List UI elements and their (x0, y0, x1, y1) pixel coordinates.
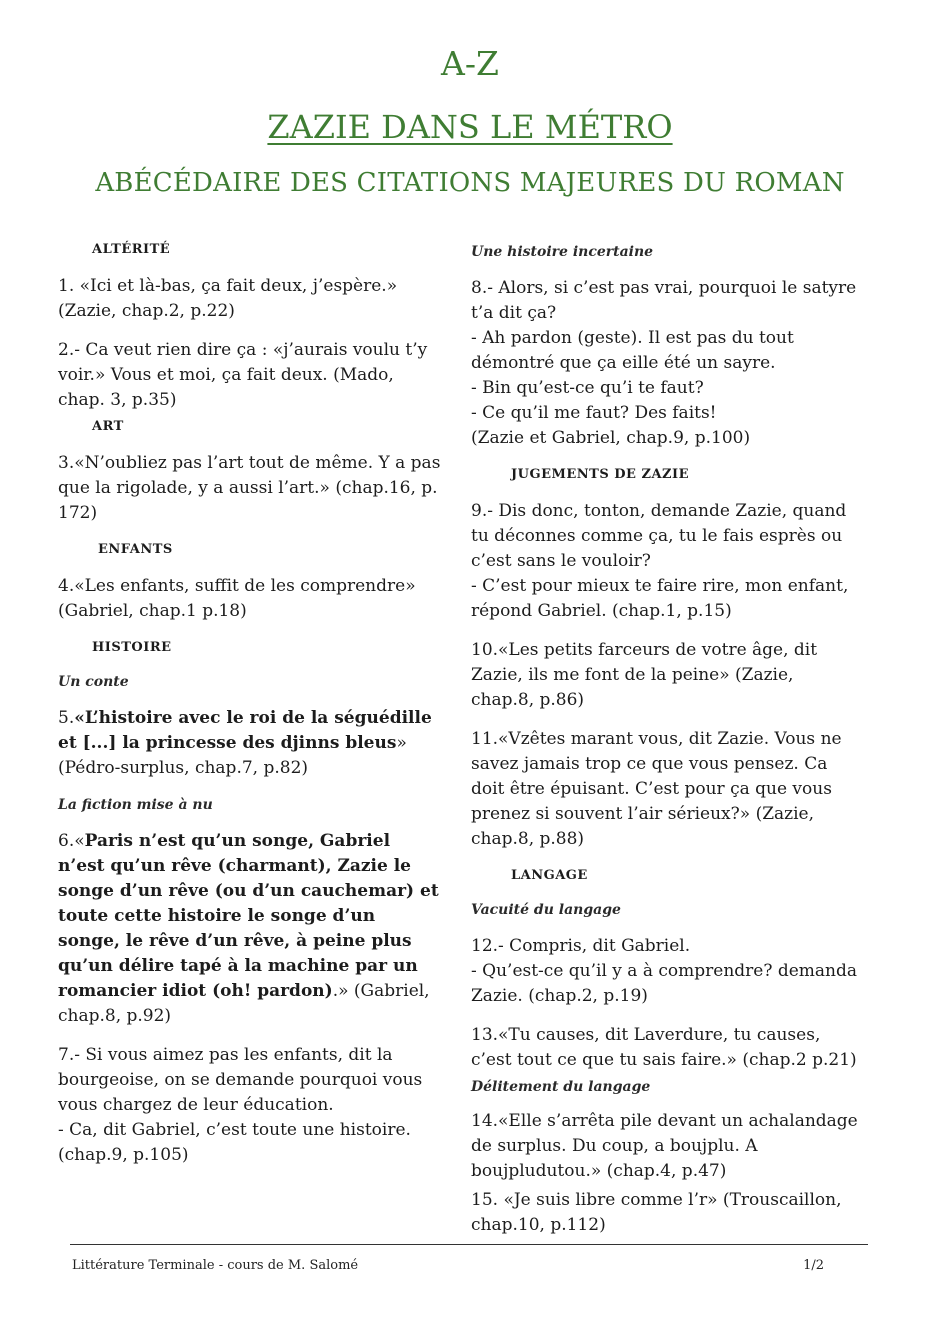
quote-5-bold: «L’histoire avec le roi de la séguédille et [...] la princesse des djinns bleus (58, 708, 432, 753)
quote-12-line-1: 12.- Compris, dit Gabriel. (471, 936, 691, 956)
quote-8-line-4: - Ce qu’il me faut? Des faits! (471, 403, 717, 423)
subheading-delitement: Délitement du langage (471, 1079, 651, 1095)
quote-6-number: 6.« (58, 831, 85, 851)
heading-langage: LANGAGE (511, 868, 588, 883)
subheading-fiction: La fiction mise à nu (58, 797, 213, 813)
document-title-az: A-Z (441, 44, 499, 83)
quote-1: 1. «Ici et là-bas, ça fait deux, j’espère.» (Zazie, chap.2, p.22) (58, 276, 398, 321)
quote-10: 10.«Les petits farceurs de votre âge, dit Zazie, ils me font de la peine» (Zazie, chap.8, p.86) (471, 640, 818, 710)
quote-7-line-2: - Ca, dit Gabriel, c’est toute une histoire. (chap.9, p.105) (58, 1120, 411, 1165)
heading-alterite: ALTÉRITÉ (92, 242, 171, 257)
novel-title-text: ZAZIE DANS LE MÉTRO (267, 108, 673, 146)
document-title-novel (0, 108, 940, 146)
quote-6-bold: Paris n’est qu’un songe, Gabriel n’est qu’un rêve (charmant), Zazie le songe d’un rêve (ou d’un cauchemar) et toute cette histoire le songe d’un songe, le rêve d’un rêve, à peine plus qu’un délire tapé à la machine par un romancier idiot (oh! pardon) (58, 831, 439, 1001)
subheading-conte: Un conte (58, 674, 129, 690)
left-column (58, 240, 442, 1182)
right-column (471, 242, 859, 1252)
quote-3: 3.«N’oubliez pas l’art tout de même. Y a pas que la rigolade, y a aussi l’art.» (chap.16, p. 172) (58, 453, 441, 523)
quote-8 (471, 276, 859, 451)
footer-divider (70, 1244, 868, 1245)
quote-11: 11.«Vzêtes marant vous, dit Zazie. Vous ne savez jamais trop ce que vous pensez. Ca doit être épuisant. C’est pour ça que vous prenez si souvent l’air sérieux?» (Zazie, chap.8, p.88) (471, 729, 842, 849)
quote-9-line-1: 9.- Dis donc, tonton, demande Zazie, quand tu déconnes comme ça, tu le fais esprès ou c’est sans le vouloir? (471, 501, 847, 571)
heading-histoire: HISTOIRE (92, 640, 172, 655)
quote-4: 4.«Les enfants, suffit de les comprendre» (Gabriel, chap.1 p.18) (58, 576, 416, 621)
heading-jugements: JUGEMENTS DE ZAZIE (511, 467, 690, 482)
quote-15: 15. «Je suis libre comme l’r» (Trouscaillon, chap.10, p.112) (471, 1190, 842, 1235)
quote-9-line-2: - C’est pour mieux te faire rire, mon enfant, répond Gabriel. (chap.1, p.15) (471, 576, 849, 621)
quote-7-line-1: 7.- Si vous aimez pas les enfants, dit la bourgeoise, on se demande pourquoi vous vous chargez de leur éducation. (58, 1045, 423, 1115)
quote-5-number: 5. (58, 708, 75, 728)
quote-8-line-2: - Ah pardon (geste). Il est pas du tout démontré que ça eille été un sayre. (471, 328, 794, 373)
quote-8-line-1: 8.- Alors, si c’est pas vrai, pourquoi le satyre t’a dit ça? (471, 278, 857, 323)
quote-9 (471, 499, 859, 624)
quote-2: 2.- Ca veut rien dire ça : «j’aurais voulu t’y voir.» Vous et moi, ça fait deux. (Mado, chap. 3, p.35) (58, 340, 428, 410)
document-subtitle: ABÉCÉDAIRE DES CITATIONS MAJEURES DU ROMAN (95, 168, 845, 198)
quote-12 (471, 934, 859, 1009)
quote-7 (58, 1043, 442, 1168)
quote-5-source: » (Pédro-surplus, chap.7, p.82) (58, 733, 407, 778)
quote-5 (58, 706, 442, 781)
footer-page-number: 1/2 (803, 1258, 824, 1273)
subheading-incertaine: Une histoire incertaine (471, 244, 654, 260)
footer-course: Littérature Terminale - cours de M. Salomé (72, 1258, 359, 1273)
quote-13: 13.«Tu causes, dit Laverdure, tu causes, c’est tout ce que tu sais faire.» (chap.2 p.21) (471, 1025, 857, 1070)
heading-enfants: ENFANTS (98, 542, 173, 557)
quote-8-line-5: (Zazie et Gabriel, chap.9, p.100) (471, 428, 751, 448)
quote-8-line-3: - Bin qu’est-ce qu’i te faut? (471, 378, 704, 398)
quote-6 (58, 829, 442, 1029)
quote-12-line-2: - Qu’est-ce qu’il y a à comprendre? demanda Zazie. (chap.2, p.19) (471, 961, 858, 1006)
quote-14: 14.«Elle s’arrêta pile devant un achalandage de surplus. Du coup, a boujplu. A boujpludutou.» (chap.4, p.47) (471, 1111, 858, 1181)
quote-6-source: .» (Gabriel, chap.8, p.92) (58, 981, 430, 1026)
heading-art: ART (92, 419, 124, 434)
subheading-vacuite: Vacuité du langage (471, 902, 621, 918)
